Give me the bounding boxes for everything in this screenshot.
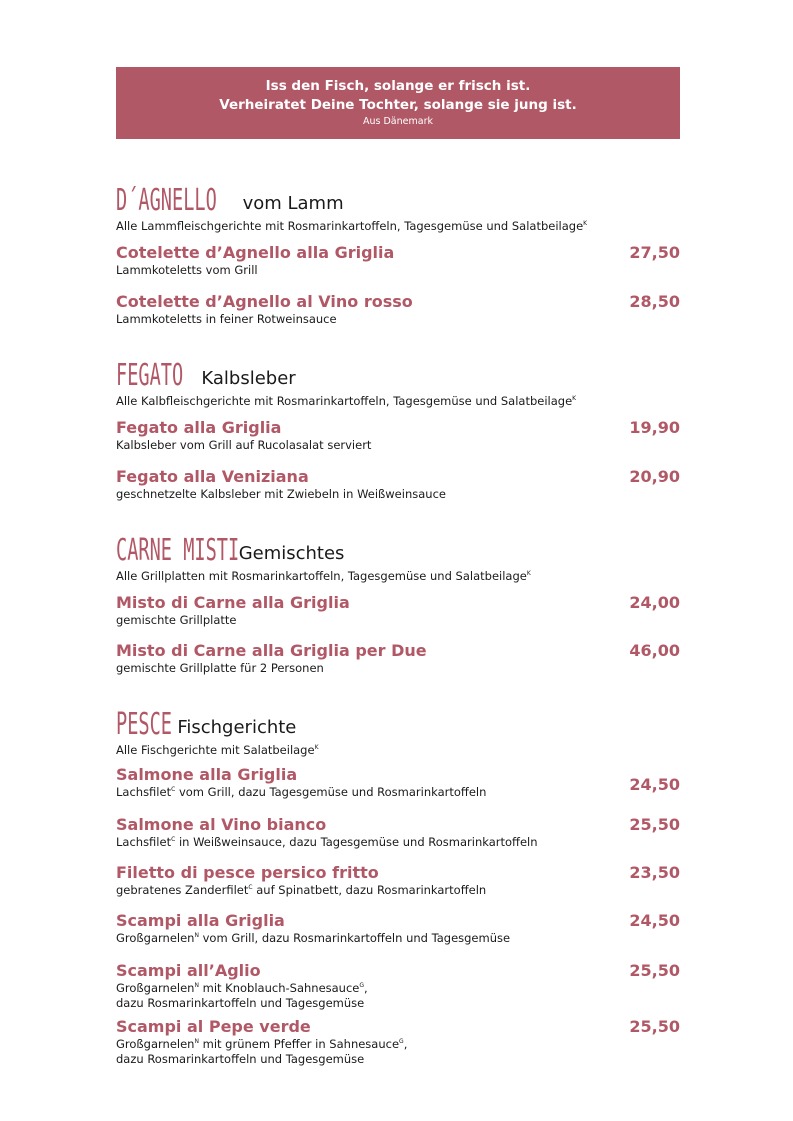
item-name: Filetto di pesce persico fritto — [116, 863, 379, 882]
item-description-text: , — [364, 981, 368, 995]
section-title: CARNE MISTI — [116, 533, 240, 568]
item-name: Salmone alla Griglia — [116, 765, 298, 784]
item-name: Cotelette d’Agnello alla Griglia — [116, 243, 395, 262]
section-subtitle: Fischgerichte — [177, 717, 297, 738]
item-description-text: Großgarnelen — [116, 981, 195, 995]
item-name: Misto di Carne alla Griglia — [116, 593, 350, 612]
item-name: Scampi al Pepe verde — [116, 1017, 311, 1036]
item-name: Scampi alla Griglia — [116, 911, 285, 930]
item-price: 27,50 — [629, 243, 680, 262]
menu-item — [116, 641, 680, 676]
item-description: gemischte Grillplatte — [116, 613, 237, 627]
item-description — [116, 883, 680, 898]
menu-item — [116, 292, 680, 327]
section-agnello — [116, 183, 680, 326]
section-carne-misti — [116, 533, 680, 675]
item-description: gemischte Grillplatte für 2 Personen — [116, 661, 324, 675]
section-subtitle: Gemischtes — [238, 543, 345, 564]
item-name: Cotelette d’Agnello al Vino rosso — [116, 292, 413, 311]
item-description-text: Lachsfilet — [116, 785, 172, 799]
quote-source: Aus Dänemark — [363, 116, 433, 127]
section-note-text: Alle Kalbfleischgerichte mit Rosmarinkartoffeln, Tagesgemüse und Salatbeilage — [116, 394, 573, 408]
item-description-text: Lachsfilet — [116, 835, 172, 849]
item-description — [116, 785, 680, 800]
item-description: Kalbsleber vom Grill auf Rucolasalat serviert — [116, 438, 372, 452]
item-description-text: gebratenes Zanderfilet — [116, 883, 249, 897]
section-subtitle: vom Lamm — [242, 193, 344, 214]
section-title: FEGATO — [116, 358, 184, 393]
menu-item — [116, 815, 680, 850]
section-title: D´AGNELLO — [116, 183, 217, 218]
item-description-text: vom Grill, dazu Tagesgemüse und Rosmarinkartoffeln — [175, 785, 487, 799]
section-header — [116, 707, 680, 743]
menu-item — [116, 765, 680, 800]
allergen-mark: N — [194, 982, 199, 990]
section-note-text: Alle Lammfleischgerichte mit Rosmarinkartoffeln, Tagesgemüse und Salatbeilage — [116, 219, 584, 233]
section-pesce — [116, 707, 680, 1066]
item-description: geschnetzelte Kalbsleber mit Zwiebeln in Weißweinsauce — [116, 487, 446, 501]
item-name: Scampi all’Aglio — [116, 961, 261, 980]
allergen-mark: N — [194, 932, 199, 940]
quote-line-2: Verheiratet Deine Tochter, solange sie jung ist. — [219, 97, 577, 113]
item-price: 20,90 — [629, 467, 680, 486]
menu-item — [116, 243, 680, 278]
allergen-mark: C — [171, 786, 176, 794]
item-description-text: in Weißweinsauce, dazu Tagesgemüse und Rosmarinkartoffeln — [175, 835, 538, 849]
menu-item — [116, 467, 680, 502]
section-subtitle: Kalbsleber — [201, 368, 296, 389]
section-note — [116, 743, 680, 758]
item-price: 24,50 — [629, 911, 680, 930]
item-price: 25,50 — [629, 961, 680, 980]
item-description-text: mit Knoblauch-Sahnesauce — [198, 981, 360, 995]
allergen-mark: K — [583, 220, 588, 228]
menu-item — [116, 863, 680, 898]
item-description-text: mit grünem Pfeffer in Sahnesauce — [198, 1037, 400, 1051]
section-note — [116, 569, 680, 584]
item-description-text: , — [403, 1037, 408, 1051]
item-name: Fegato alla Veniziana — [116, 467, 309, 486]
menu-item — [116, 593, 680, 628]
item-description — [116, 835, 680, 850]
item-price: 46,00 — [629, 641, 680, 660]
item-description — [116, 981, 680, 996]
item-description-line-2: dazu Rosmarinkartoffeln und Tagesgemüse — [116, 996, 365, 1010]
section-note-text: Alle Fischgerichte mit Salatbeilage — [116, 743, 315, 757]
allergen-mark: C — [171, 836, 176, 844]
item-description: Lammkoteletts vom Grill — [116, 263, 258, 277]
section-header — [116, 183, 680, 219]
item-description-line-2: dazu Rosmarinkartoffeln und Tagesgemüse — [116, 1052, 365, 1066]
section-fegato — [116, 358, 680, 501]
allergen-mark: K — [526, 570, 531, 578]
allergen-mark: G — [359, 982, 365, 990]
allergen-mark: N — [194, 1038, 199, 1046]
section-header — [116, 358, 680, 394]
menu-item — [116, 911, 680, 946]
item-price: 25,50 — [629, 815, 680, 834]
allergen-mark: K — [572, 395, 577, 403]
item-description-text: vom Grill, dazu Rosmarinkartoffeln und Tagesgemüse — [198, 931, 511, 945]
item-price: 25,50 — [629, 1017, 680, 1036]
item-name: Fegato alla Griglia — [116, 418, 282, 437]
item-description-text: Großgarnelen — [116, 931, 195, 945]
menu-item — [116, 418, 680, 453]
item-description-text: Großgarnelen — [116, 1037, 195, 1051]
menu-item — [116, 961, 680, 1011]
quote-line-1: Iss den Fisch, solange er frisch ist. — [265, 78, 531, 94]
item-price: 19,90 — [629, 418, 680, 437]
item-name: Misto di Carne alla Griglia per Due — [116, 641, 427, 660]
section-note — [116, 394, 680, 409]
section-header — [116, 533, 680, 569]
item-description: Lammkoteletts in feiner Rotweinsauce — [116, 312, 337, 326]
item-description-text: auf Spinatbett, dazu Rosmarinkartoffeln — [252, 883, 487, 897]
menu-item — [116, 1017, 680, 1067]
quote-banner — [116, 67, 680, 139]
item-price: 28,50 — [629, 292, 680, 311]
item-description — [116, 1037, 680, 1052]
section-note-text: Alle Grillplatten mit Rosmarinkartoffeln, Tagesgemüse und Salatbeilage — [116, 569, 527, 583]
item-price: 23,50 — [629, 863, 680, 882]
allergen-mark: C — [248, 884, 253, 892]
allergen-mark: G — [399, 1038, 404, 1046]
item-price: 24,00 — [629, 593, 680, 612]
section-note — [116, 219, 680, 234]
item-description — [116, 931, 680, 946]
item-name: Salmone al Vino bianco — [116, 815, 327, 834]
item-price: 24,50 — [629, 775, 680, 794]
allergen-mark: K — [314, 744, 319, 752]
section-title: PESCE — [116, 707, 172, 742]
